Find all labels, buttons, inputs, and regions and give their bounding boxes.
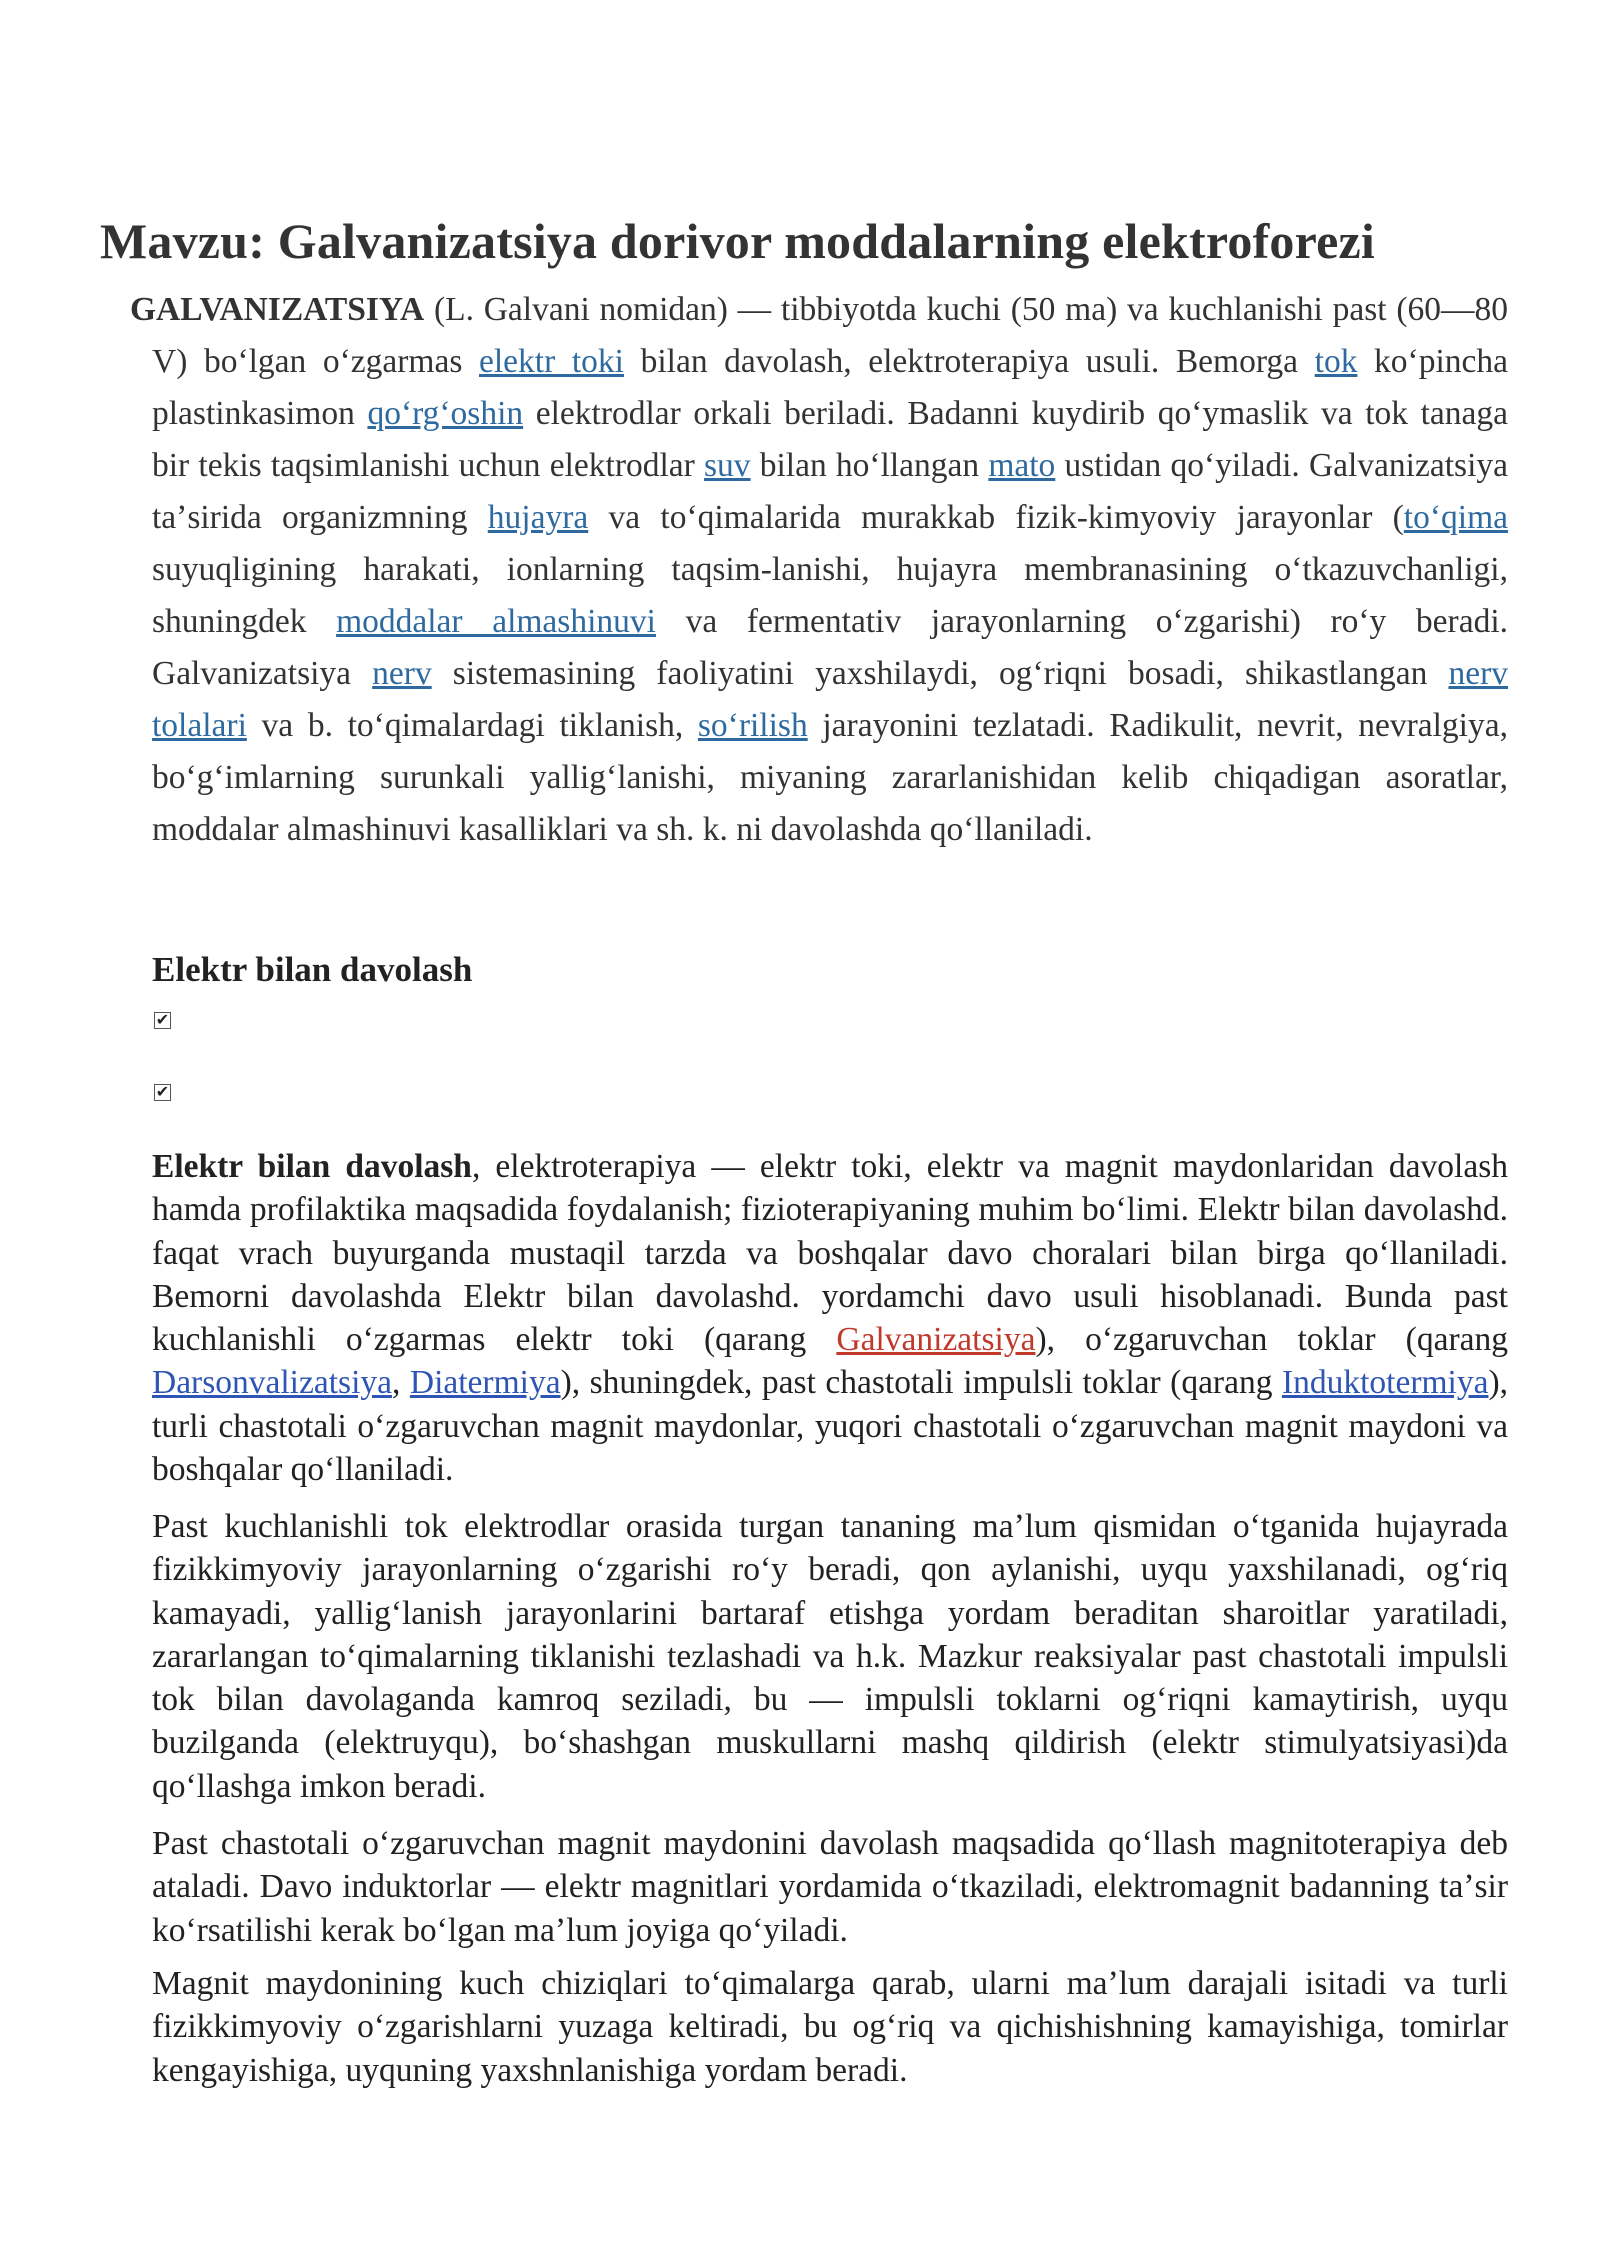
para-text: , elektroterapiya — elektr toki, elektr va magnit maydonlaridan davolash hamda profilaktika maqsadida foydalanish; fizioterapiyaning muhim boʻlimi. Elektr bilan davolashd. faqat vrach buyurganda mustaqil tarzda va boshqalar davo choralari bilan birga qoʻllaniladi. Bemorni davolashda Elektr bilan davolashd. yordamchi davo usuli hisoblanadi. Bunda past kuchlanishli oʻzgarmas elektr toki (qarang [152, 1148, 1508, 1359]
intro-text: bilan davolash, elektroterapiya usuli. Bemorga [623, 343, 1315, 380]
intro-text: va b. toʻqimalardagi tiklanish, [246, 707, 698, 744]
paragraph-magnitoterapiya: Past chastotali oʻzgaruvchan magnit maydonini davolash maqsadida qoʻllash magnitoterapiya deb ataladi. Davo induktorlar — elektr magnitlari yordamida oʻtkaziladi, elektromagnit badanning taʼsir koʻrsatilishi kerak boʻlgan maʼlum joyiga qoʻyiladi. [152, 1825, 1508, 1949]
link-induktotermiya[interactable]: Induktotermiya [1281, 1364, 1489, 1402]
intro-text: suyuqligining harakati, ionlarning taqsim-lanishi, hujayra membranasining oʻtkazuvchanligi, shuningdek [152, 551, 1508, 640]
intro-text: bilan hoʻllangan [750, 447, 989, 484]
para-text: ), oʻzgaruvchan toklar (qarang [1035, 1321, 1508, 1359]
intro-lead: GALVANIZATSIYA [130, 291, 425, 328]
link-darsonvalizatsiya[interactable]: Darsonvalizatsiya [152, 1364, 392, 1402]
para-lead: Elektr bilan davolash [152, 1148, 472, 1185]
intro-text: va toʻqimalarida murakkab fizik-kimyoviy jarayonlar ( [588, 499, 1404, 536]
link-mato[interactable]: mato [988, 447, 1056, 484]
link-qorgoshin[interactable]: qoʻrgʻoshin [367, 395, 524, 432]
checkbox-icon[interactable]: ✔ [155, 1082, 170, 1101]
paragraph-elektr-bilan-davolash [152, 1145, 1508, 1491]
intro-text: elektrodlar orkali beriladi. Badanni kuydirib qoʻymaslik va tok tanaga bir tekis taqsimlanishi uchun elektrodlar [152, 395, 1508, 484]
paragraph-magnit-maydoni: Magnit maydonining kuch chiziqlari toʻqimalarga qarab, ularni maʼlum darajali isitadi va turli fizikkimyoviy oʻzgarishlarni yuzaga keltiradi, bu ogʻriq va qichishishning kamayishiga, tomirlar kengayishiga, uyquning yaxshnlanishiga yordam beradi. [152, 1965, 1508, 2089]
para-text: , [392, 1364, 410, 1402]
link-nerv[interactable]: nerv [372, 655, 432, 692]
intro-text: koʻpincha plastinkasimon [152, 343, 1509, 432]
para-text: ), shuningdek, past chastotali impulsli toklar (qarang [560, 1364, 1282, 1402]
link-hujayra[interactable]: hujayra [487, 499, 589, 536]
intro-text: va fermentativ jarayonlarning oʻzgarishi) roʻy beradi. Galvanizatsiya [152, 603, 1508, 692]
link-toqima[interactable]: toʻqima [1403, 499, 1508, 536]
link-suv[interactable]: suv [704, 447, 751, 484]
link-moddalar-almashinuvi[interactable]: moddalar almashinuvi [336, 603, 656, 640]
link-sorilish[interactable]: soʻrilish [697, 707, 808, 744]
intro-paragraph [130, 284, 1509, 856]
page-title: Mavzu: Galvanizatsiya dorivor moddalarning elektroforezi [100, 213, 1375, 269]
section-heading: Elektr bilan davolash [152, 950, 473, 989]
link-galvanizatsiya[interactable]: Galvanizatsiya [836, 1321, 1036, 1359]
intro-text: sistemasining faoliyatini yaxshilaydi, ogʻriqni bosadi, shikastlangan [431, 655, 1449, 692]
intro-text: jarayonini tezlatadi. Radikulit, nevrit, nevralgiya, boʻgʻimlarning surunkali yalligʻlanishi, miyaning zararlanishidan kelib chiqadigan asoratlar, moddalar almashinuvi kasalliklari va sh. k. ni davolashda qoʻllaniladi. [152, 707, 1508, 848]
para-text: ), turli chastotali oʻzgaruvchan magnit maydonlar, yuqori chastotali oʻzgaruvchan magnit maydoni va boshqalar qoʻllaniladi. [152, 1364, 1509, 1489]
intro-text: (L. Galvani nomidan) — tibbiyotda kuchi (50 ma) va kuchlanishi past (60—80 V) boʻlgan oʻzgarmas [152, 291, 1508, 380]
link-tok[interactable]: tok [1314, 343, 1358, 380]
checkbox-icon[interactable]: ✔ [155, 1010, 170, 1029]
intro-text: ustidan qoʻyiladi. Galvanizatsiya taʼsirida organizmning [152, 447, 1508, 536]
link-nerv-tolalari[interactable]: nerv tolalari [152, 655, 1508, 744]
link-diatermiya[interactable]: Diatermiya [409, 1364, 561, 1402]
link-elektr-toki[interactable]: elektr toki [479, 343, 624, 380]
paragraph-past-kuchlanishli: Past kuchlanishli tok elektrodlar orasida turgan tananing maʼlum qismidan oʻtganida hujayrada fizikkimyoviy jarayonlarning oʻzgarishi roʻy beradi, qon aylanishi, uyqu yaxshilanadi, ogʻriq kamayadi, yalligʻlanish jarayonlarini bartaraf etishga yordam beraditan sharoitlar yaratiladi, zararlangan toʻqimalarning tiklanishi tezlashadi va h.k. Mazkur reaksiyalar past chastotali impulsli tok bilan davolaganda kamroq seziladi, bu — impulsli toklarni ogʻriqni kamaytirish, uyqu buzilganda (elektruyqu), boʻshashgan muskullarni mashq qildirish (elektr stimulyatsiyasi)da qoʻllashga imkon beradi. [152, 1508, 1508, 1805]
